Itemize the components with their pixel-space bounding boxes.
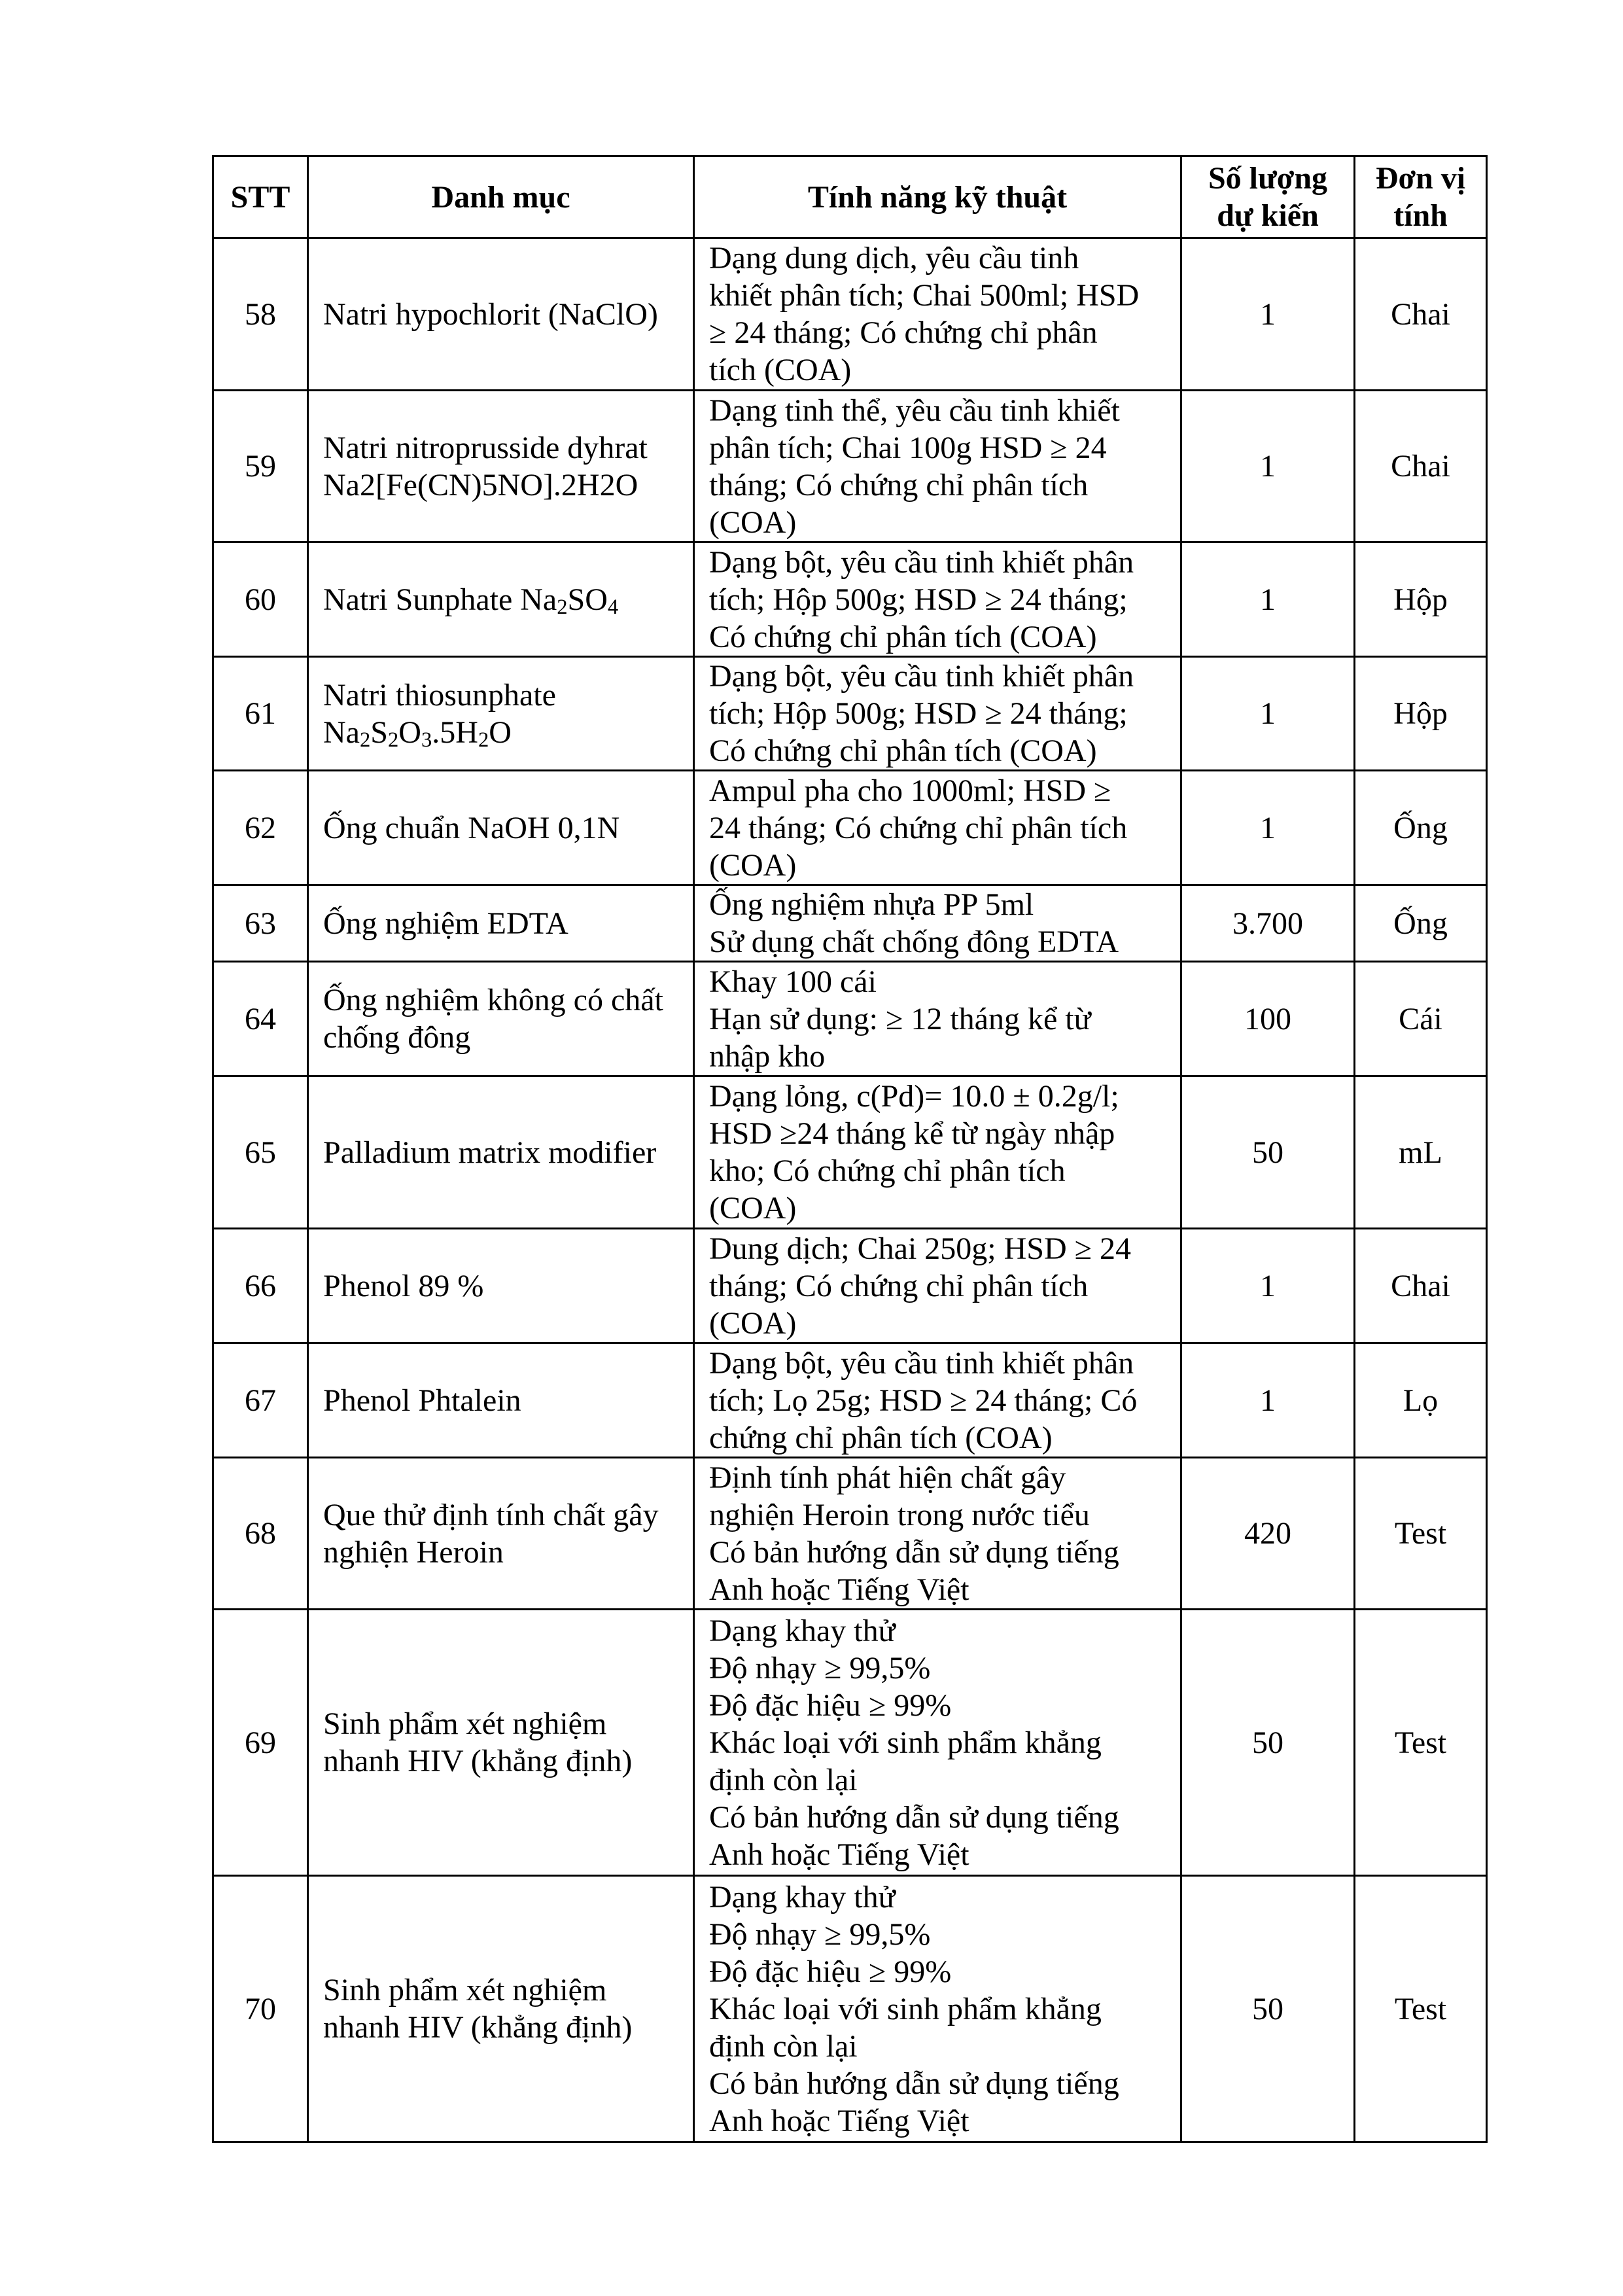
cell-spec: Khay 100 cái Hạn sử dụng: ≥ 12 tháng kể từ nhập kho [694, 962, 1181, 1076]
cell-quantity: 1 [1181, 542, 1355, 657]
header-quantity: Số lượng dự kiến [1181, 156, 1355, 238]
cell-stt: 61 [213, 657, 308, 771]
table-row [213, 1076, 1487, 1229]
cell-unit: Hộp [1355, 657, 1487, 771]
table-row [213, 1610, 1487, 1876]
cell-spec: Dạng bột, yêu cầu tinh khiết phân tích; Hộp 500g; HSD ≥ 24 tháng; Có chứng chỉ phân tích (COA) [694, 657, 1181, 771]
table-header-row [213, 156, 1487, 238]
cell-unit: Cái [1355, 962, 1487, 1076]
cell-name: Sinh phẩm xét nghiệm nhanh HIV (khẳng định) [308, 1876, 694, 2142]
table-row [213, 1876, 1487, 2142]
cell-spec: Dạng lỏng, c(Pd)= 10.0 ± 0.2g/l; HSD ≥24 tháng kể từ ngày nhập kho; Có chứng chỉ phân tích (COA) [694, 1076, 1181, 1229]
cell-name: Natri thiosunphate $Na_2S_2O_3.5H_2O$ [308, 657, 694, 771]
cell-name: Phenol 89 % [308, 1229, 694, 1343]
table-row [213, 1229, 1487, 1343]
table-body [213, 238, 1487, 2142]
cell-name: Ống nghiệm EDTA [308, 885, 694, 962]
table-row [213, 542, 1487, 657]
cell-quantity: 100 [1181, 962, 1355, 1076]
cell-unit: Test [1355, 1876, 1487, 2142]
cell-spec: Ống nghiệm nhựa PP 5ml Sử dụng chất chống đông EDTA [694, 885, 1181, 962]
cell-unit: Test [1355, 1458, 1487, 1610]
cell-quantity: 420 [1181, 1458, 1355, 1610]
cell-stt: 63 [213, 885, 308, 962]
cell-quantity: 1 [1181, 1343, 1355, 1458]
cell-spec: Định tính phát hiện chất gây nghiện Heroin trong nước tiểu Có bản hướng dẫn sử dụng tiếng Anh hoặc Tiếng Việt [694, 1458, 1181, 1610]
cell-spec: Dạng khay thử Độ nhạy ≥ 99,5% Độ đặc hiệu ≥ 99% Khác loại với sinh phẩm khẳng định còn lại Có bản hướng dẫn sử dụng tiếng Anh hoặc Tiếng Việt [694, 1610, 1181, 1876]
cell-spec: Dạng khay thử Độ nhạy ≥ 99,5% Độ đặc hiệu ≥ 99% Khác loại với sinh phẩm khẳng định còn lại Có bản hướng dẫn sử dụng tiếng Anh hoặc Tiếng Việt [694, 1876, 1181, 2142]
cell-stt: 59 [213, 391, 308, 542]
cell-name: Natri nitroprusside dyhrat Na2[Fe(CN)5NO].2H2O [308, 391, 694, 542]
cell-name: Natri Sunphate $Na_2SO_4$ [308, 542, 694, 657]
cell-quantity: 1 [1181, 771, 1355, 885]
cell-stt: 65 [213, 1076, 308, 1229]
table-row [213, 1458, 1487, 1610]
cell-name: Sinh phẩm xét nghiệm nhanh HIV (khẳng định) [308, 1610, 694, 1876]
cell-name: Ống nghiệm không có chất chống đông [308, 962, 694, 1076]
cell-name: Phenol Phtalein [308, 1343, 694, 1458]
cell-stt: 66 [213, 1229, 308, 1343]
cell-spec: Dạng tinh thể, yêu cầu tinh khiết phân tích; Chai 100g HSD ≥ 24 tháng; Có chứng chỉ phân tích (COA) [694, 391, 1181, 542]
table-row [213, 238, 1487, 391]
cell-unit: Ống [1355, 885, 1487, 962]
cell-spec: Dạng bột, yêu cầu tinh khiết phân tích; Lọ 25g; HSD ≥ 24 tháng; Có chứng chỉ phân tích (COA) [694, 1343, 1181, 1458]
cell-stt: 67 [213, 1343, 308, 1458]
cell-quantity: 1 [1181, 391, 1355, 542]
cell-stt: 62 [213, 771, 308, 885]
cell-stt: 64 [213, 962, 308, 1076]
reagent-table [212, 155, 1488, 2143]
cell-stt: 68 [213, 1458, 308, 1610]
cell-unit: Test [1355, 1610, 1487, 1876]
cell-spec: Ampul pha cho 1000ml; HSD ≥ 24 tháng; Có chứng chỉ phân tích (COA) [694, 771, 1181, 885]
cell-unit: Lọ [1355, 1343, 1487, 1458]
cell-stt: 70 [213, 1876, 308, 2142]
table-row [213, 391, 1487, 542]
cell-unit: Hộp [1355, 542, 1487, 657]
cell-name: Ống chuẩn NaOH 0,1N [308, 771, 694, 885]
header-stt: STT [213, 156, 308, 238]
cell-name: Natri hypochlorit (NaClO) [308, 238, 694, 391]
cell-quantity: 1 [1181, 657, 1355, 771]
header-name: Danh mục [308, 156, 694, 238]
cell-quantity: 1 [1181, 1229, 1355, 1343]
cell-stt: 69 [213, 1610, 308, 1876]
cell-stt: 58 [213, 238, 308, 391]
cell-name: Que thử định tính chất gây nghiện Heroin [308, 1458, 694, 1610]
cell-unit: Chai [1355, 238, 1487, 391]
table-row [213, 1343, 1487, 1458]
cell-quantity: 50 [1181, 1076, 1355, 1229]
table-row [213, 962, 1487, 1076]
table-row [213, 885, 1487, 962]
cell-spec: Dung dịch; Chai 250g; HSD ≥ 24 tháng; Có chứng chỉ phân tích (COA) [694, 1229, 1181, 1343]
cell-spec: Dạng bột, yêu cầu tinh khiết phân tích; Hộp 500g; HSD ≥ 24 tháng; Có chứng chỉ phân tích (COA) [694, 542, 1181, 657]
cell-unit: mL [1355, 1076, 1487, 1229]
cell-unit: Ống [1355, 771, 1487, 885]
table-row [213, 771, 1487, 885]
cell-quantity: 1 [1181, 238, 1355, 391]
cell-unit: Chai [1355, 1229, 1487, 1343]
cell-quantity: 50 [1181, 1610, 1355, 1876]
cell-quantity: 3.700 [1181, 885, 1355, 962]
cell-unit: Chai [1355, 391, 1487, 542]
cell-spec: Dạng dung dịch, yêu cầu tinh khiết phân tích; Chai 500ml; HSD ≥ 24 tháng; Có chứng chỉ phân tích (COA) [694, 238, 1181, 391]
header-spec: Tính năng kỹ thuật [694, 156, 1181, 238]
header-unit: Đơn vị tính [1355, 156, 1487, 238]
cell-name: Palladium matrix modifier [308, 1076, 694, 1229]
cell-quantity: 50 [1181, 1876, 1355, 2142]
table-row [213, 657, 1487, 771]
cell-stt: 60 [213, 542, 308, 657]
